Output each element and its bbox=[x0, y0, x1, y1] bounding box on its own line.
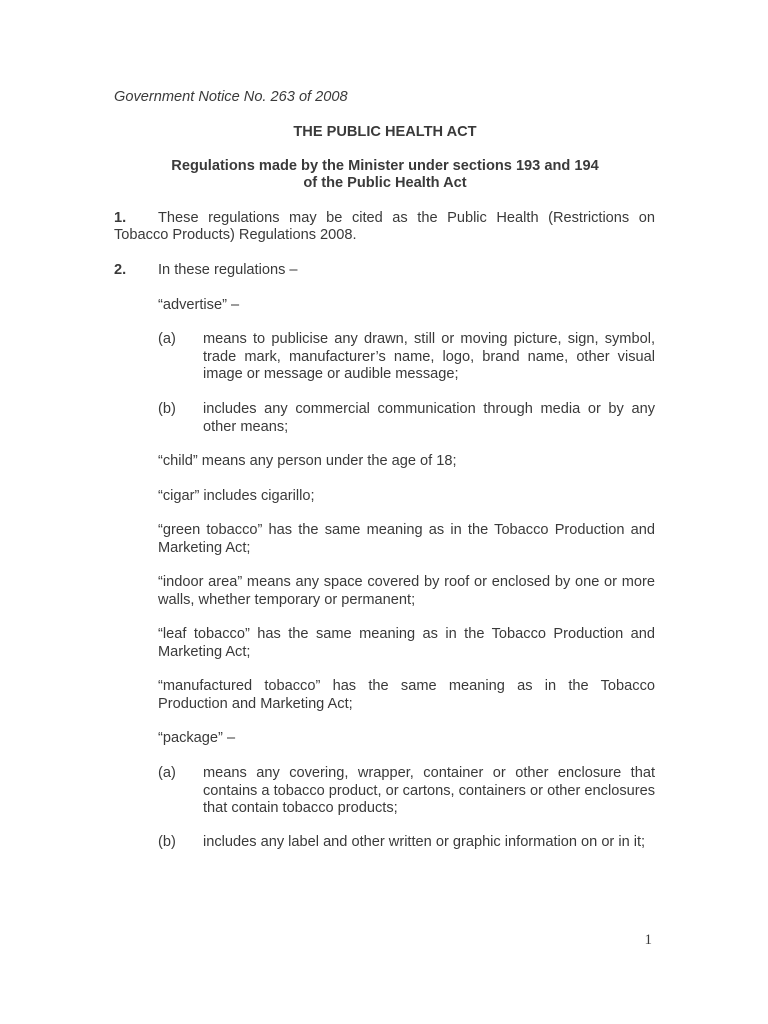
definition-leaf-tobacco: “leaf tobacco” has the same meaning as in the Tobacco Production and Marketing Act; bbox=[158, 626, 655, 660]
definition-package-term: “package” – bbox=[158, 730, 236, 746]
subtitle-line-2: of the Public Health Act bbox=[303, 175, 467, 191]
regulation-1-number: 1. bbox=[114, 210, 127, 226]
package-b-label: (b) bbox=[158, 834, 176, 850]
advertise-a-label: (a) bbox=[158, 331, 176, 347]
regulation-1-text-line-2: Tobacco Products) Regulations 2008. bbox=[114, 227, 357, 243]
regulation-2-intro: In these regulations – bbox=[158, 262, 298, 278]
advertise-b-label: (b) bbox=[158, 401, 176, 417]
page-number: 1 bbox=[644, 932, 652, 948]
advertise-a-text: means to publicise any drawn, still or moving picture, sign, symbol, trade mark, manufacturer’s name, logo, brand name, other visual image or message or audible message; bbox=[203, 331, 655, 382]
package-b-text: includes any label and other written or graphic information on or in it; bbox=[203, 834, 646, 850]
definition-advertise-term: “advertise” – bbox=[158, 297, 240, 313]
package-a-label: (a) bbox=[158, 765, 176, 781]
subtitle-line-1: Regulations made by the Minister under sections 193 and 194 bbox=[171, 158, 599, 174]
advertise-b-text: includes any commercial communication through media or by any other means; bbox=[203, 401, 655, 435]
definition-cigar: “cigar” includes cigarillo; bbox=[158, 488, 315, 504]
definition-manufactured-tobacco: “manufactured tobacco” has the same meaning as in the Tobacco Production and Marketing Act; bbox=[158, 678, 655, 712]
regulation-2-number: 2. bbox=[114, 262, 127, 278]
definition-indoor-area: “indoor area” means any space covered by roof or enclosed by one or more walls, whether temporary or permanent; bbox=[158, 574, 655, 608]
definition-green-tobacco: “green tobacco” has the same meaning as in the Tobacco Production and Marketing Act; bbox=[158, 522, 655, 556]
definition-child: “child” means any person under the age of 18; bbox=[158, 453, 457, 469]
document-title: THE PUBLIC HEALTH ACT bbox=[293, 124, 477, 140]
notice-reference: Government Notice No. 263 of 2008 bbox=[114, 89, 348, 105]
package-a-text: means any covering, wrapper, container or other enclosure that contains a tobacco product, or cartons, containers or other enclosures that contain tobacco products; bbox=[203, 765, 655, 816]
regulation-1-text-line-1: These regulations may be cited as the Public Health (Restrictions on bbox=[158, 210, 655, 226]
